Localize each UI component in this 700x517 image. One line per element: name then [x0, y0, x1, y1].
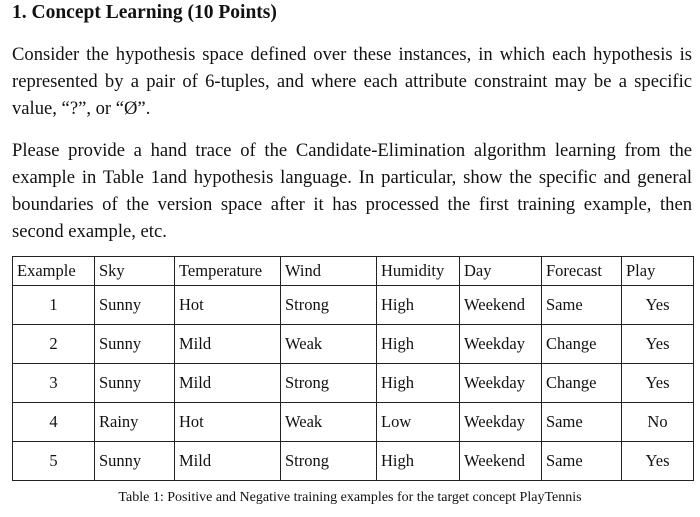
cell-play: Yes — [622, 364, 694, 403]
table-row — [13, 325, 694, 364]
col-header-sky: Sky — [95, 257, 175, 286]
cell-sky: Sunny — [95, 325, 175, 364]
cell-forecast: Change — [542, 364, 622, 403]
cell-play: No — [622, 403, 694, 442]
cell-temperature: Mild — [175, 325, 281, 364]
cell-play: Yes — [622, 286, 694, 325]
cell-forecast: Same — [542, 286, 622, 325]
col-header-wind: Wind — [281, 257, 377, 286]
intro-paragraph: Consider the hypothesis space defined over these instances, in which each hypothesis is represented by a pair of 6-tuples, and where each attribute constraint may be a specific value, “?”, or “Ø”. — [12, 44, 692, 119]
cell-day: Weekday — [460, 325, 542, 364]
cell-temperature: Mild — [175, 364, 281, 403]
cell-example: 3 — [13, 364, 95, 403]
cell-wind: Strong — [281, 364, 377, 403]
cell-day: Weekday — [460, 364, 542, 403]
cell-sky: Rainy — [95, 403, 175, 442]
cell-play: Yes — [622, 442, 694, 481]
cell-humidity: High — [377, 325, 460, 364]
cell-humidity: Low — [377, 403, 460, 442]
cell-day: Weekday — [460, 403, 542, 442]
col-header-day: Day — [460, 257, 542, 286]
table-row — [13, 403, 694, 442]
cell-day: Weekend — [460, 442, 542, 481]
cell-sky: Sunny — [95, 286, 175, 325]
training-examples-table — [12, 256, 694, 481]
cell-play: Yes — [622, 325, 694, 364]
table-caption: Table 1: Positive and Negative training examples for the target concept PlayTennis — [118, 490, 582, 505]
cell-example: 1 — [13, 286, 95, 325]
cell-wind: Strong — [281, 286, 377, 325]
cell-sky: Sunny — [95, 364, 175, 403]
table-row — [13, 442, 694, 481]
cell-wind: Weak — [281, 403, 377, 442]
table-header-row — [13, 257, 694, 286]
cell-example: 4 — [13, 403, 95, 442]
section-heading: 1. Concept Learning (10 Points) — [12, 2, 277, 23]
table-row — [13, 286, 694, 325]
col-header-example: Example — [13, 257, 95, 286]
cell-example: 5 — [13, 442, 95, 481]
col-header-humidity: Humidity — [377, 257, 460, 286]
cell-forecast: Same — [542, 442, 622, 481]
cell-day: Weekend — [460, 286, 542, 325]
cell-temperature: Hot — [175, 286, 281, 325]
cell-forecast: Change — [542, 325, 622, 364]
cell-humidity: High — [377, 364, 460, 403]
cell-sky: Sunny — [95, 442, 175, 481]
cell-wind: Weak — [281, 325, 377, 364]
instruction-paragraph: Please provide a hand trace of the Candidate-Elimination algorithm learning from the example in Table 1and hypothesis language. In particular, show the specific and general boundaries of the version space after it has processed the first training example, then second example, etc. — [12, 140, 692, 242]
cell-humidity: High — [377, 442, 460, 481]
col-header-temperature: Temperature — [175, 257, 281, 286]
cell-example: 2 — [13, 325, 95, 364]
col-header-forecast: Forecast — [542, 257, 622, 286]
col-header-play: Play — [622, 257, 694, 286]
cell-humidity: High — [377, 286, 460, 325]
cell-temperature: Mild — [175, 442, 281, 481]
table-row — [13, 364, 694, 403]
cell-forecast: Same — [542, 403, 622, 442]
cell-wind: Strong — [281, 442, 377, 481]
cell-temperature: Hot — [175, 403, 281, 442]
